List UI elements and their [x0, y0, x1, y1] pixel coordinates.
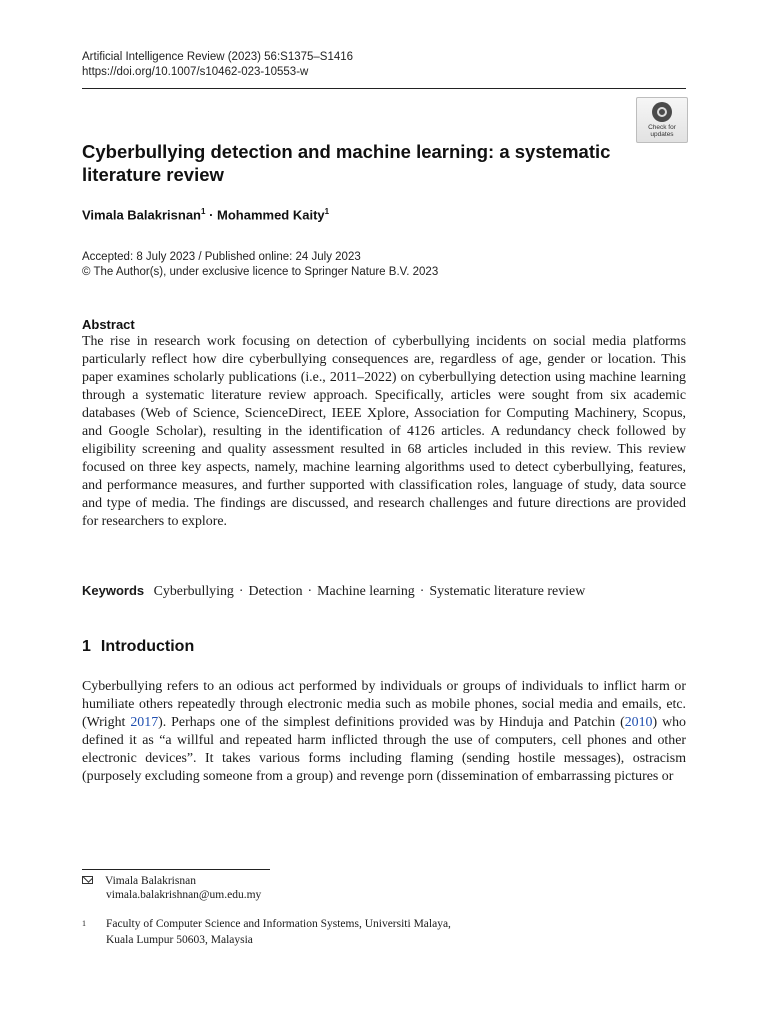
doi-link[interactable]: https://doi.org/10.1007/s10462-023-10553-w	[82, 66, 309, 78]
section-number: 1	[82, 638, 91, 655]
accepted-published-dates: Accepted: 8 July 2023 / Published online: 24 July 2023	[82, 251, 361, 263]
author-name[interactable]: Vimala Balakrisnan	[82, 207, 201, 223]
affiliation-number: 1	[82, 919, 86, 928]
author-list	[82, 207, 329, 222]
affiliation-line: Kuala Lumpur 50603, Malaysia	[106, 934, 253, 946]
copyright-notice: © The Author(s), under exclusive licence to Springer Nature B.V. 2023	[82, 266, 439, 278]
affiliation-footnote	[82, 916, 451, 948]
abstract-heading: Abstract	[82, 317, 135, 332]
section-heading-introduction	[82, 638, 194, 656]
affiliation-marker: 1	[324, 207, 330, 216]
keyword-separator: ·	[307, 584, 313, 599]
publication-dates	[82, 250, 438, 280]
journal-citation: Artificial Intelligence Review (2023) 56:S1375–S1416	[82, 51, 354, 63]
keyword-item: Machine learning	[317, 584, 415, 599]
paper-title: Cyberbullying detection and machine learning: a systematic literature review	[82, 141, 611, 185]
abstract-body: The rise in research work focusing on detection of cyberbullying incidents on social media platforms particularly reflect how dire cyberbullying consequences are, regardless of age, gender or location. This paper examines scholarly publications (i.e., 2011–2022) on cyberbullying detection using machine learning through a systematic literature review approach. Specifically, articles were sought from six academic databases (Web of Science, ScienceDirect, IEEE Xplore, Association for Computing Machinery, Scopus, and Google Scholar), resulting in the identification of 4126 articles. A redundancy check followed by eligibility screening and quality assessment resulted in 68 articles included in this review. This review focused on three key aspects, namely, machine learning algorithms used to detect cyberbullying, features, and performance measures, and further supported with classification roles, language of study, data source and type of media. The findings are discussed, and research challenges and future directions are provided for researchers to explore.	[82, 334, 686, 529]
corresponding-author-name: Vimala Balakrisnan	[105, 875, 196, 887]
author-separator: ·	[205, 207, 218, 223]
citation-link[interactable]: 2017	[130, 715, 159, 730]
envelope-icon	[82, 876, 93, 884]
affiliation-line: Faculty of Computer Science and Information Systems, Universiti Malaya,	[106, 918, 451, 930]
check-for-updates-badge[interactable]	[636, 97, 688, 143]
header-divider	[82, 88, 686, 89]
keyword-separator: ·	[419, 584, 425, 599]
citation-link[interactable]: 2010	[624, 715, 653, 730]
section-title: Introduction	[100, 638, 195, 655]
introduction-paragraph: Cyberbullying refers to an odious act performed by individuals or groups of individuals to inflict harm or humiliate others repeatedly through electronic media such as mobile phones, social media and emails, etc. (Wright 2017). Perhaps one of the simplest definitions provided was by Hinduja and Patchin (2010) who defined it as “a willful and repeated harm inflicted through the use of computers, cell phones and other electronic devices”. It takes various forms including flaming (sending hostile messages), ostracism (purposely excluding someone from a group) and revenge porn (dissemination of embarrassing pictures or	[82, 679, 686, 784]
affiliation-marker: 1	[201, 207, 206, 216]
keyword-separator: ·	[238, 584, 244, 599]
keywords-line	[82, 582, 686, 601]
journal-header	[82, 50, 353, 80]
corresponding-author-email[interactable]: vimala.balakrishnan@um.edu.my	[106, 889, 262, 901]
keywords-label: Keywords	[82, 583, 145, 598]
keyword-item: Detection	[248, 584, 303, 599]
footnote-divider	[82, 869, 270, 870]
keyword-item: Cyberbullying	[153, 584, 234, 599]
author-name[interactable]: Mohammed Kaity	[217, 207, 325, 223]
keyword-item: Systematic literature review	[429, 584, 586, 599]
corresponding-author	[82, 873, 196, 889]
crossmark-label: Check for updates	[648, 124, 676, 138]
crossmark-icon	[652, 102, 672, 122]
